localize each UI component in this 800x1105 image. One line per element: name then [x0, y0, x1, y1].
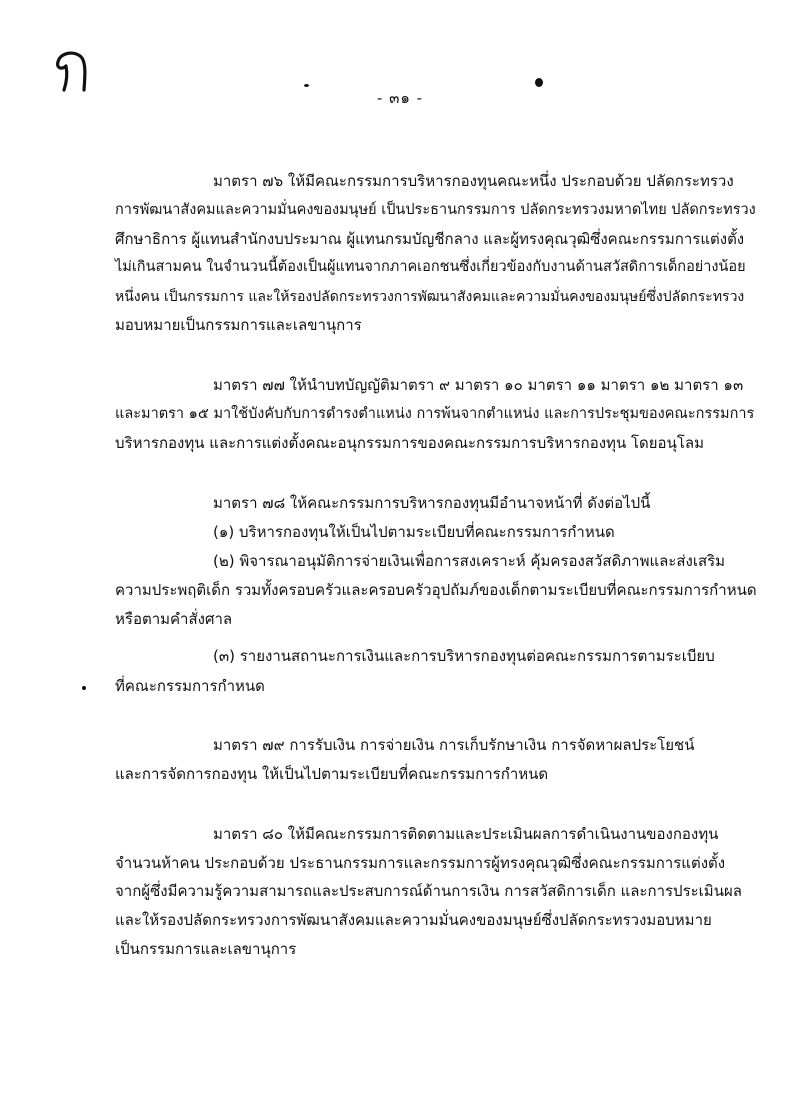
section-80-line-4: และให้รองปลัดกระทรวงการพัฒนาสังคมและความมั่นคงของมนุษย์ซึ่งปลัดกระทรวงมอบหมาย	[115, 911, 712, 929]
section-80-line-1: มาตรา ๘๐ ให้มีคณะกรรมการติดตามและประเมินผลการดำเนินงานของกองทุน	[213, 825, 719, 843]
section-78-item-2: (๒) พิจารณาอนุมัติการจ่ายเงินเพื่อการสงเคราะห์ คุ้มครองสวัสดิภาพและส่งเสริม	[213, 552, 726, 570]
section-76-line-5: หนึ่งคน เป็นกรรมการ และให้รองปลัดกระทรวงการพัฒนาสังคมและความมั่นคงของมนุษย์ซึ่งปลัดกระทรวง	[115, 289, 745, 305]
section-77-line-2: และมาตรา ๑๕ มาใช้บังคับกับการดำรงตำแหน่ง การพ้นจากตำแหน่ง และการประชุมของคณะกรรมการ	[115, 406, 755, 422]
section-78-item-1: (๑) บริหารกองทุนให้เป็นไปตามระเบียบที่คณะกรรมการกำหนด	[213, 523, 615, 541]
section-76-line-6: มอบหมายเป็นกรรมการและเลขานุการ	[115, 316, 362, 334]
section-78-item-2-cont-2: หรือตามคำสั่งศาล	[115, 610, 233, 628]
section-76-line-4: ไม่เกินสามคน ในจำนวนนี้ต้องเป็นผู้แทนจากภาคเอกชนซึ่งเกี่ยวข้องกับงานด้านสวัสดิการเด็กอย่างน้อย	[115, 259, 746, 275]
page-number: - ๓๑ -	[376, 89, 424, 107]
section-80-line-2: จำนวนห้าคน ประกอบด้วย ประธานกรรมการและกรรมการผู้ทรงคุณวุฒิซึ่งคณะกรรมการแต่งตั้ง	[115, 854, 726, 872]
section-80-line-5: เป็นกรรมการและเลขานุการ	[115, 940, 297, 958]
section-77-line-1: มาตรา ๗๗ ให้นำบทบัญญัติมาตรา ๙ มาตรา ๑๐ มาตรา ๑๑ มาตรา ๑๒ มาตรา ๑๓	[213, 376, 744, 394]
section-77-line-3: บริหารกองทุน และการแต่งตั้งคณะอนุกรรมการของคณะกรรมการบริหารกองทุน โดยอนุโลม	[115, 434, 704, 452]
section-76-line-2: การพัฒนาสังคมและความมั่นคงของมนุษย์ เป็นประธานกรรมการ ปลัดกระทรวงมหาดไทย ปลัดกระทรวง	[115, 202, 756, 218]
section-78-item-3: (๓) รายงานสถานะการเงินและการบริหารกองทุนต่อคณะกรรมการตามระเบียบ	[213, 647, 715, 665]
section-78-item-3-cont: ที่คณะกรรมการกำหนด	[115, 677, 265, 695]
section-79-line-2: และการจัดการกองทุน ให้เป็นไปตามระเบียบที่คณะกรรมการกำหนด	[115, 765, 549, 783]
section-76-line-3: ศึกษาธิการ ผู้แทนสำนักงบประมาณ ผู้แทนกรมบัญชีกลาง และผู้ทรงคุณวุฒิซึ่งคณะกรรมการแต่งตั้ง	[115, 230, 745, 248]
section-76-line-1: มาตรา ๗๖ ให้มีคณะกรรมการบริหารกองทุนคณะหนึ่ง ประกอบด้วย ปลัดกระทรวง	[213, 172, 734, 190]
scan-speck	[82, 686, 86, 690]
section-79-line-1: มาตรา ๗๙ การรับเงิน การจ่ายเงิน การเก็บรักษาเงิน การจัดหาผลประโยชน์	[213, 736, 695, 754]
section-80-line-3: จากผู้ซึ่งมีความรู้ความสามารถและประสบการณ์ด้านการเงิน การสวัสดิการเด็ก และการประเมินผล	[115, 882, 742, 900]
section-78-line-1: มาตรา ๗๘ ให้คณะกรรมการบริหารกองทุนมีอำนาจหน้าที่ ดังต่อไปนี้	[213, 494, 651, 512]
section-78-item-2-cont: ความประพฤติเด็ก รวมทั้งครอบครัวและครอบครัวอุปถัมภ์ของเด็กตามระเบียบที่คณะกรรมการกำหนด	[115, 581, 757, 599]
